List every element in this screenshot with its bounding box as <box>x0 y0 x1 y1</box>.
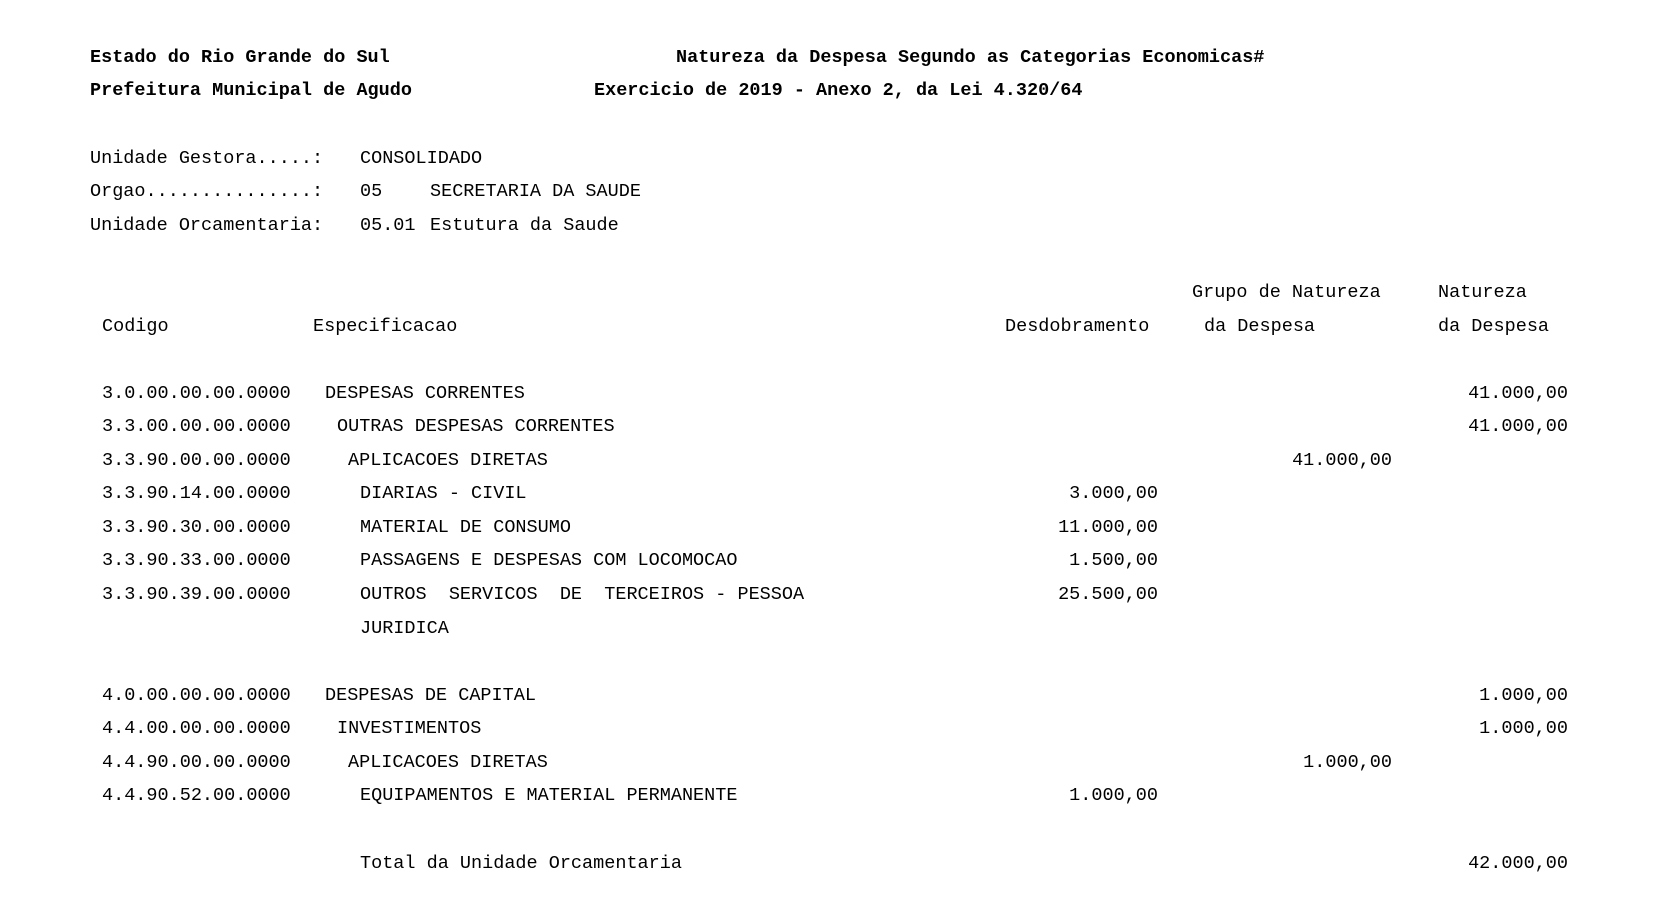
column-header-desdobramento: Desdobramento <box>1005 316 1150 337</box>
row-code: 4.4.90.52.00.0000 <box>102 785 291 806</box>
row-code: 3.3.90.30.00.0000 <box>102 517 291 538</box>
row-description: EQUIPAMENTOS E MATERIAL PERMANENTE <box>360 785 738 806</box>
row-description: APLICACOES DIRETAS <box>348 752 548 773</box>
row-description: INVESTIMENTOS <box>337 718 482 739</box>
row-code: 3.3.90.39.00.0000 <box>102 584 291 605</box>
row-description-continuation: JURIDICA <box>360 618 449 639</box>
report-subtitle: Exercicio de 2019 - Anexo 2, da Lei 4.320/64 <box>594 80 1083 101</box>
row-code: 4.0.00.00.00.0000 <box>102 685 291 706</box>
row-code: 3.3.00.00.00.0000 <box>102 416 291 437</box>
row-code: 3.3.90.00.00.0000 <box>102 450 291 471</box>
row-desdobramento-value: 1.000,00 <box>1069 785 1158 806</box>
row-desdobramento-value: 3.000,00 <box>1069 483 1158 504</box>
row-code: 4.4.90.00.00.0000 <box>102 752 291 773</box>
row-description: OUTROS SERVICOS DE TERCEIROS - PESSOA <box>360 584 805 605</box>
row-code: 3.3.90.14.00.0000 <box>102 483 291 504</box>
row-grupo-value: 41.000,00 <box>1292 450 1392 471</box>
row-desdobramento-value: 11.000,00 <box>1058 517 1158 538</box>
column-header-grupo-line1: Grupo de Natureza <box>1192 282 1381 303</box>
row-grupo-value: 1.000,00 <box>1303 752 1392 773</box>
row-description: OUTRAS DESPESAS CORRENTES <box>337 416 615 437</box>
row-description: APLICACOES DIRETAS <box>348 450 548 471</box>
unidade-orcamentaria-label: Unidade Orcamentaria: <box>90 215 324 236</box>
row-desdobramento-value: 1.500,00 <box>1069 550 1158 571</box>
unidade-gestora-value: CONSOLIDADO <box>360 148 483 169</box>
column-header-grupo-line2: da Despesa <box>1204 316 1316 337</box>
orgao-code: 05 <box>360 181 383 202</box>
row-code: 4.4.00.00.00.0000 <box>102 718 291 739</box>
row-code: 3.0.00.00.00.0000 <box>102 383 291 404</box>
unidade-gestora-label: Unidade Gestora.....: <box>90 148 324 169</box>
row-description: PASSAGENS E DESPESAS COM LOCOMOCAO <box>360 550 738 571</box>
column-header-natureza-line1: Natureza <box>1438 282 1527 303</box>
row-description: DIARIAS - CIVIL <box>360 483 527 504</box>
column-header-especificacao: Especificacao <box>313 316 458 337</box>
report-title: Natureza da Despesa Segundo as Categorias Economicas# <box>676 47 1265 68</box>
total-label: Total da Unidade Orcamentaria <box>360 853 682 874</box>
orgao-label: Orgao...............: <box>90 181 324 202</box>
row-natureza-value: 1.000,00 <box>1479 718 1568 739</box>
row-description: DESPESAS CORRENTES <box>325 383 525 404</box>
column-header-codigo: Codigo <box>102 316 169 337</box>
unidade-orcamentaria-name: Estutura da Saude <box>430 215 619 236</box>
row-natureza-value: 41.000,00 <box>1468 416 1568 437</box>
total-value: 42.000,00 <box>1468 853 1568 874</box>
row-description: DESPESAS DE CAPITAL <box>325 685 536 706</box>
municipality-name: Prefeitura Municipal de Agudo <box>90 80 412 101</box>
row-description: MATERIAL DE CONSUMO <box>360 517 571 538</box>
orgao-name: SECRETARIA DA SAUDE <box>430 181 641 202</box>
row-natureza-value: 1.000,00 <box>1479 685 1568 706</box>
row-code: 3.3.90.33.00.0000 <box>102 550 291 571</box>
row-natureza-value: 41.000,00 <box>1468 383 1568 404</box>
column-header-natureza-line2: da Despesa <box>1438 316 1550 337</box>
row-desdobramento-value: 25.500,00 <box>1058 584 1158 605</box>
unidade-orcamentaria-code: 05.01 <box>360 215 416 236</box>
state-name: Estado do Rio Grande do Sul <box>90 47 390 68</box>
